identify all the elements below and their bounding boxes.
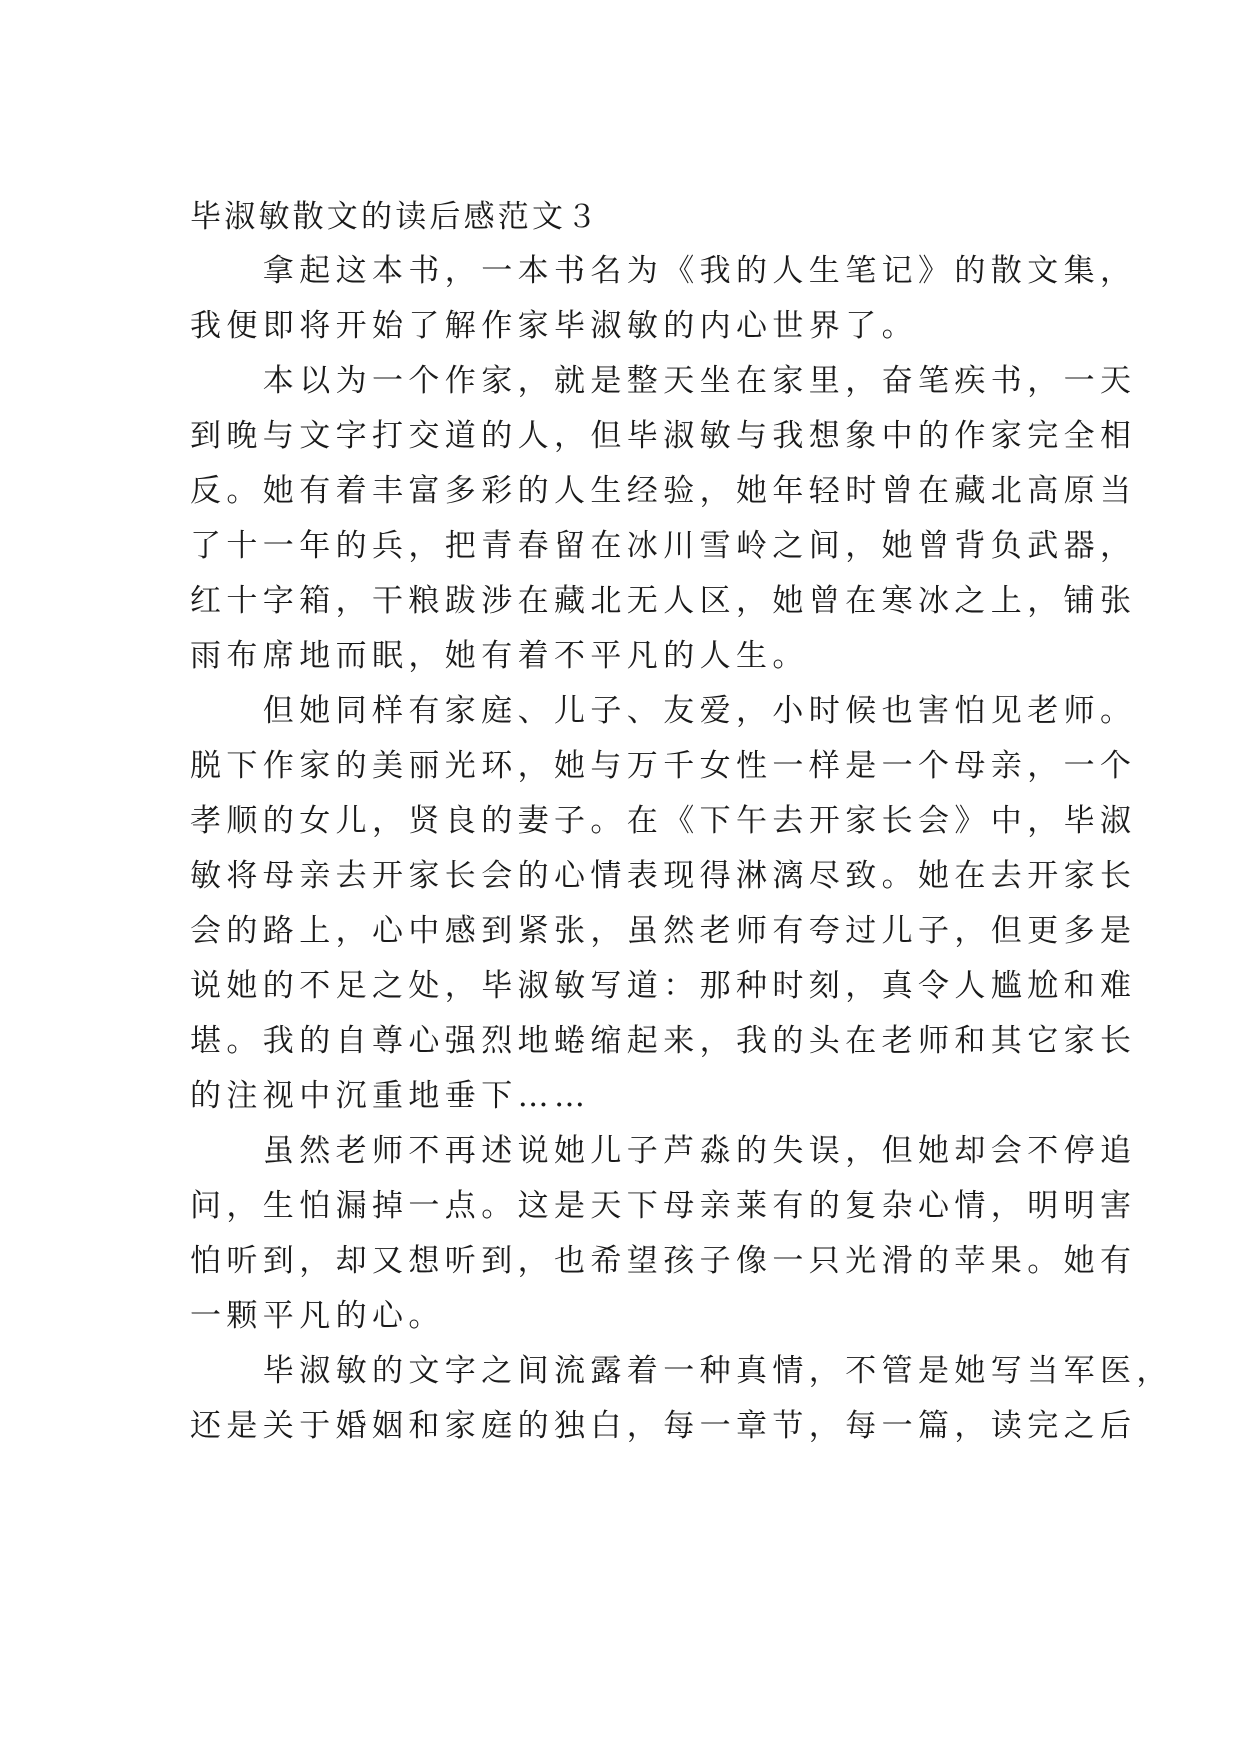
text-line-12: 敏将母亲去开家长会的心情表现得淋漓尽致。她在去开家长 (190, 858, 1137, 894)
text-line-7: 红十字箱，干粮跋涉在藏北无人区，她曾在寒冰之上，铺张 (190, 583, 1137, 619)
text-line-19: 怕听到，却又想听到，也希望孩子像一只光滑的苹果。她有 (190, 1243, 1137, 1279)
text-line-1: 拿起这本书，一本书名为《我的人生笔记》的散文集， (190, 253, 1137, 289)
text-line-2: 我便即将开始了解作家毕淑敏的内心世界了。 (190, 308, 918, 344)
text-line-15: 堪。我的自尊心强烈地蜷缩起来，我的头在老师和其它家长 (190, 1023, 1137, 1059)
text-line-5: 反。她有着丰富多彩的人生经验，她年轻时曾在藏北高原当 (190, 473, 1137, 509)
text-line-16: 的注视中沉重地垂下…… (190, 1078, 591, 1114)
text-line-22: 还是关于婚姻和家庭的独白，每一章节，每一篇，读完之后 (190, 1408, 1137, 1444)
text-line-4: 到晚与文字打交道的人，但毕淑敏与我想象中的作家完全相 (190, 418, 1137, 454)
text-line-18: 问，生怕漏掉一点。这是天下母亲莱有的复杂心情，明明害 (190, 1188, 1137, 1224)
text-line-6: 了十一年的兵，把青春留在冰川雪岭之间，她曾背负武器， (190, 528, 1137, 564)
text-line-3: 本以为一个作家，就是整天坐在家里，奋笔疾书，一天 (190, 363, 1137, 399)
text-line-21: 毕淑敏的文字之间流露着一种真情，不管是她写当军医， (190, 1353, 1173, 1389)
text-line-10: 脱下作家的美丽光环，她与万千女性一样是一个母亲，一个 (190, 748, 1137, 784)
document-title: 毕淑敏散文的读后感范文３ (190, 199, 601, 235)
text-line-20: 一颗平凡的心。 (190, 1298, 445, 1334)
text-line-17: 虽然老师不再述说她儿子芦淼的失误，但她却会不停追 (190, 1133, 1137, 1169)
text-line-11: 孝顺的女儿，贤良的妻子。在《下午去开家长会》中，毕淑 (190, 803, 1137, 839)
text-line-13: 会的路上，心中感到紧张，虽然老师有夸过儿子，但更多是 (190, 913, 1137, 949)
text-line-8: 雨布席地而眠，她有着不平凡的人生。 (190, 638, 809, 674)
text-line-14: 说她的不足之处，毕淑敏写道：那种时刻，真令人尴尬和难 (190, 968, 1137, 1004)
text-line-9: 但她同样有家庭、儿子、友爱，小时候也害怕见老师。 (190, 693, 1137, 729)
